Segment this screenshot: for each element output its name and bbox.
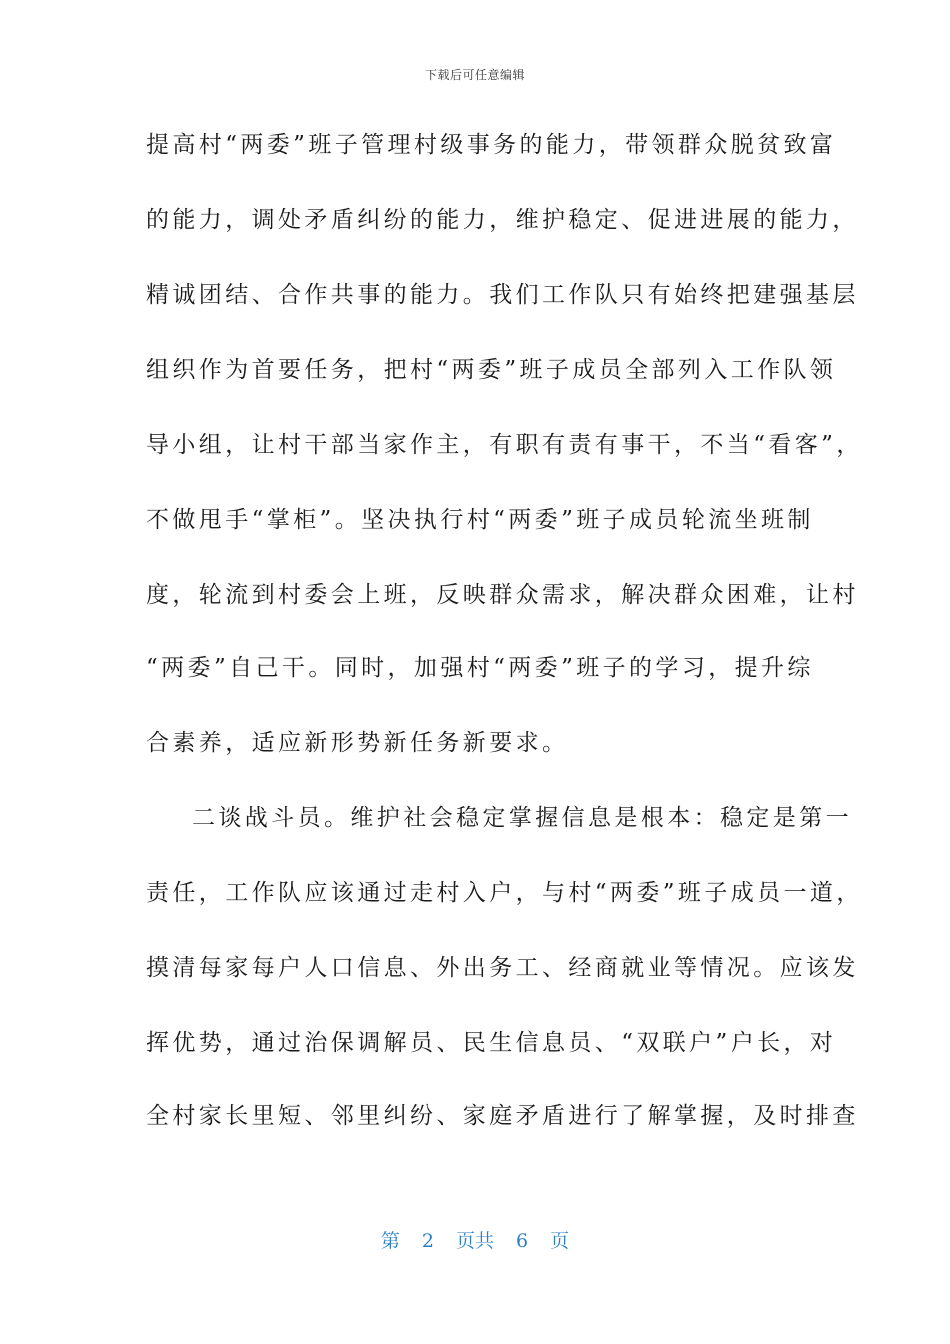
text-line: “两委”自己干。同时，加强村“两委”班子的学习，提升综: [146, 655, 814, 681]
text-line: 提高村“两委”班子管理村级事务的能力，带领群众脱贫致富: [146, 132, 837, 158]
footer-middle: 页共: [455, 1230, 494, 1252]
footer-prefix: 第: [380, 1230, 400, 1252]
text-line: 合素养，适应新形势新任务新要求。: [146, 730, 569, 756]
text-line: 精诚团结、合作共事的能力。我们工作队只有始终把建强基层: [146, 282, 859, 308]
footer-total-pages: 6: [516, 1230, 529, 1252]
page-footer: [0, 1226, 950, 1253]
text-line: 导小组，让村干部当家作主，有职有责有事干，不当“看客”，: [146, 432, 863, 458]
footer-current-page: 2: [421, 1230, 434, 1252]
text-line: 挥优势，通过治保调解员、民生信息员、“双联户”户长，对: [146, 1030, 837, 1056]
text-line: 责任，工作队应该通过走村入户，与村“两委”班子成员一道，: [146, 880, 863, 906]
footer-suffix: 页: [550, 1230, 570, 1252]
text-line: 摸清每家每户人口信息、外出务工、经商就业等情况。应该发: [146, 955, 859, 981]
paragraph-start-line: 二谈战斗员。维护社会稳定掌握信息是根本：稳定是第一: [192, 805, 852, 831]
text-line: 全村家长里短、邻里纠纷、家庭矛盾进行了解掌握，及时排查: [146, 1103, 859, 1129]
page-header-note: 下载后可任意编辑: [424, 68, 525, 82]
text-line: 的能力，调处矛盾纠纷的能力，维护稳定、促进进展的能力，: [146, 207, 859, 233]
text-line: 组织作为首要任务，把村“两委”班子成员全部列入工作队领: [146, 357, 837, 383]
text-line: 度，轮流到村委会上班，反映群众需求，解决群众困难，让村: [146, 582, 859, 608]
text-line: 不做甩手“掌柜”。坚决执行村“两委”班子成员轮流坐班制: [146, 507, 814, 533]
